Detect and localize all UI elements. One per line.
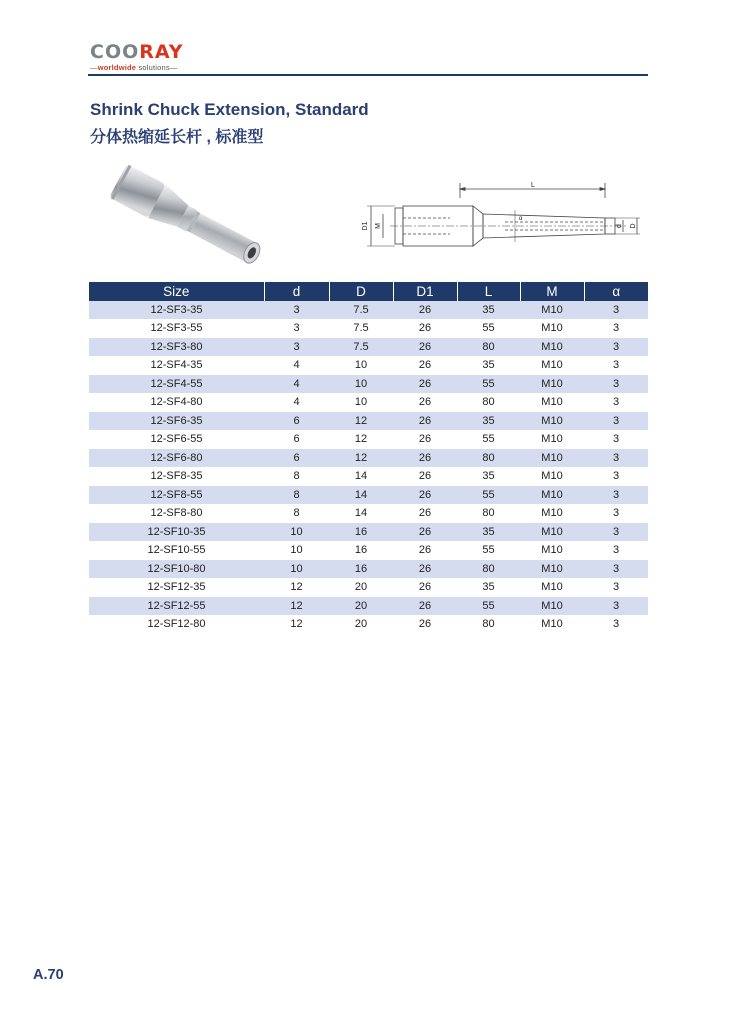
table-cell: 26 (393, 375, 457, 394)
table-cell: 3 (584, 597, 648, 616)
table-cell: 3 (584, 375, 648, 394)
table-cell: 12 (329, 430, 393, 449)
table-cell: 3 (584, 412, 648, 431)
table-cell: 20 (329, 578, 393, 597)
table-cell: M10 (520, 430, 584, 449)
dim-label-d: d (616, 224, 623, 228)
table-cell: 55 (457, 375, 520, 394)
table-cell: 26 (393, 412, 457, 431)
table-cell: 3 (584, 301, 648, 319)
table-cell: 80 (457, 449, 520, 468)
table-cell: M10 (520, 467, 584, 486)
table-row (89, 319, 648, 338)
logo-part-red: RAY (139, 41, 184, 63)
table-cell: 7.5 (329, 319, 393, 338)
product-title-cn: 分体热缩延长杆 , 标准型 (90, 129, 264, 146)
table-header-row (89, 282, 648, 301)
table-cell: 10 (329, 393, 393, 412)
table-cell: 12 (264, 597, 329, 616)
table-cell: 12-SF8-35 (89, 467, 264, 486)
table-cell: 12-SF6-55 (89, 430, 264, 449)
table-row (89, 560, 648, 579)
table-cell: M10 (520, 578, 584, 597)
table-cell: M10 (520, 356, 584, 375)
tagline-bold: worldwide (97, 63, 137, 72)
table-cell: 12-SF4-55 (89, 375, 264, 394)
table-row (89, 449, 648, 468)
table-cell: 12-SF8-80 (89, 504, 264, 523)
table-cell: 26 (393, 356, 457, 375)
table-cell: 26 (393, 338, 457, 357)
table-cell: 6 (264, 430, 329, 449)
table-cell: 3 (584, 523, 648, 542)
table-row (89, 597, 648, 616)
table-cell: M10 (520, 523, 584, 542)
table-row (89, 504, 648, 523)
table-cell: 6 (264, 412, 329, 431)
table-row (89, 338, 648, 357)
logo-tagline (90, 63, 184, 72)
table-row (89, 578, 648, 597)
table-cell: 55 (457, 541, 520, 560)
table-cell: 7.5 (329, 301, 393, 319)
table-cell: 7.5 (329, 338, 393, 357)
table-cell: 4 (264, 393, 329, 412)
header-D: D (329, 282, 393, 301)
table-cell: 12-SF12-80 (89, 615, 264, 634)
table-cell: 3 (584, 393, 648, 412)
table-cell: M10 (520, 375, 584, 394)
table-cell: 3 (264, 319, 329, 338)
table-cell: 8 (264, 486, 329, 505)
table-cell: 14 (329, 467, 393, 486)
table-row (89, 412, 648, 431)
table-cell: 10 (329, 356, 393, 375)
table-cell: 20 (329, 615, 393, 634)
table-cell: M10 (520, 449, 584, 468)
table-cell: 3 (584, 504, 648, 523)
table-cell: 26 (393, 560, 457, 579)
table-cell: 8 (264, 467, 329, 486)
table-cell: 35 (457, 301, 520, 319)
table-row (89, 375, 648, 394)
dim-label-L: L (531, 182, 535, 189)
table-cell: 55 (457, 486, 520, 505)
dim-label-D1: D1 (362, 221, 369, 231)
table-cell: 12 (329, 449, 393, 468)
table-cell: 26 (393, 523, 457, 542)
table-cell: 55 (457, 319, 520, 338)
table-cell: M10 (520, 338, 584, 357)
table-cell: 80 (457, 504, 520, 523)
table-cell: 26 (393, 393, 457, 412)
table-row (89, 615, 648, 634)
table-cell: 26 (393, 467, 457, 486)
table-row (89, 393, 648, 412)
table-cell: 12-SF10-55 (89, 541, 264, 560)
table-cell: 55 (457, 597, 520, 616)
table-cell: M10 (520, 504, 584, 523)
table-cell: M10 (520, 541, 584, 560)
dim-label-D: D (630, 223, 637, 229)
table-cell: 3 (264, 301, 329, 319)
table-cell: 12 (264, 615, 329, 634)
technical-drawing (355, 178, 650, 253)
table-cell: 4 (264, 356, 329, 375)
table-cell: 80 (457, 560, 520, 579)
table-cell: 10 (264, 560, 329, 579)
table-cell: 12-SF12-35 (89, 578, 264, 597)
table-row (89, 523, 648, 542)
product-photo (98, 160, 283, 280)
table-cell: 3 (584, 467, 648, 486)
table-row (89, 541, 648, 560)
table-cell: 3 (584, 338, 648, 357)
table-cell: 26 (393, 486, 457, 505)
table-cell: 12-SF12-55 (89, 597, 264, 616)
table-cell: 12 (329, 412, 393, 431)
table-cell: 14 (329, 504, 393, 523)
table-row (89, 301, 648, 319)
table-cell: 12-SF10-35 (89, 523, 264, 542)
table-cell: 26 (393, 504, 457, 523)
table-cell: 12-SF3-80 (89, 338, 264, 357)
spec-table (89, 282, 648, 634)
table-cell: 12-SF3-35 (89, 301, 264, 319)
table-cell: 12-SF8-55 (89, 486, 264, 505)
table-cell: 3 (264, 338, 329, 357)
table-cell: 16 (329, 541, 393, 560)
table-cell: 26 (393, 449, 457, 468)
header-L: L (457, 282, 520, 301)
table-cell: M10 (520, 597, 584, 616)
page-number: A.70 (33, 967, 64, 983)
table-cell: 12-SF10-80 (89, 560, 264, 579)
dim-label-alpha: α (519, 216, 523, 222)
header-D1: D1 (393, 282, 457, 301)
table-cell: 12-SF3-55 (89, 319, 264, 338)
table-cell: 3 (584, 486, 648, 505)
table-cell: M10 (520, 412, 584, 431)
table-cell: 35 (457, 467, 520, 486)
header-d: d (264, 282, 329, 301)
table-row (89, 486, 648, 505)
table-cell: 3 (584, 319, 648, 338)
table-cell: M10 (520, 301, 584, 319)
logo-wordmark (90, 42, 184, 62)
table-cell: 80 (457, 615, 520, 634)
table-cell: M10 (520, 560, 584, 579)
table-cell: 12-SF4-35 (89, 356, 264, 375)
table-row (89, 356, 648, 375)
table-cell: 14 (329, 486, 393, 505)
tagline-prefix: — (90, 63, 98, 72)
table-cell: 35 (457, 356, 520, 375)
table-cell: 3 (584, 449, 648, 468)
logo-part-gray: COO (90, 41, 140, 63)
table-cell: 26 (393, 541, 457, 560)
table-row (89, 467, 648, 486)
table-cell: 4 (264, 375, 329, 394)
product-title-en: Shrink Chuck Extension, Standard (90, 100, 369, 119)
table-cell: 10 (329, 375, 393, 394)
table-cell: 35 (457, 412, 520, 431)
table-cell: 3 (584, 615, 648, 634)
table-cell: 12-SF4-80 (89, 393, 264, 412)
table-cell: 35 (457, 523, 520, 542)
table-cell: 8 (264, 504, 329, 523)
table-cell: M10 (520, 486, 584, 505)
table-cell: 26 (393, 319, 457, 338)
table-cell: 12-SF6-35 (89, 412, 264, 431)
header-M: M (520, 282, 584, 301)
table-cell: 16 (329, 523, 393, 542)
table-cell: 3 (584, 560, 648, 579)
table-cell: 26 (393, 430, 457, 449)
table-cell: M10 (520, 393, 584, 412)
table-cell: 26 (393, 301, 457, 319)
table-cell: 16 (329, 560, 393, 579)
header-rule (88, 74, 648, 76)
table-cell: 80 (457, 338, 520, 357)
table-cell: 26 (393, 615, 457, 634)
tagline-rest: solutions— (136, 63, 178, 72)
table-cell: 10 (264, 523, 329, 542)
table-body (89, 301, 648, 634)
table-cell: 26 (393, 578, 457, 597)
table-cell: 12 (264, 578, 329, 597)
dim-label-M: M (375, 223, 382, 229)
brand-logo (90, 42, 184, 72)
table-cell: 55 (457, 430, 520, 449)
table-row (89, 430, 648, 449)
table-cell: 20 (329, 597, 393, 616)
header-size: Size (89, 282, 264, 301)
table-cell: 80 (457, 393, 520, 412)
table-cell: 35 (457, 578, 520, 597)
table-cell: 26 (393, 597, 457, 616)
table-cell: 3 (584, 578, 648, 597)
header-alpha: α (584, 282, 648, 301)
table-cell: 3 (584, 430, 648, 449)
table-cell: 3 (584, 541, 648, 560)
table-cell: 6 (264, 449, 329, 468)
table-cell: 3 (584, 356, 648, 375)
table-cell: M10 (520, 319, 584, 338)
table-cell: M10 (520, 615, 584, 634)
table-cell: 10 (264, 541, 329, 560)
table-cell: 12-SF6-80 (89, 449, 264, 468)
